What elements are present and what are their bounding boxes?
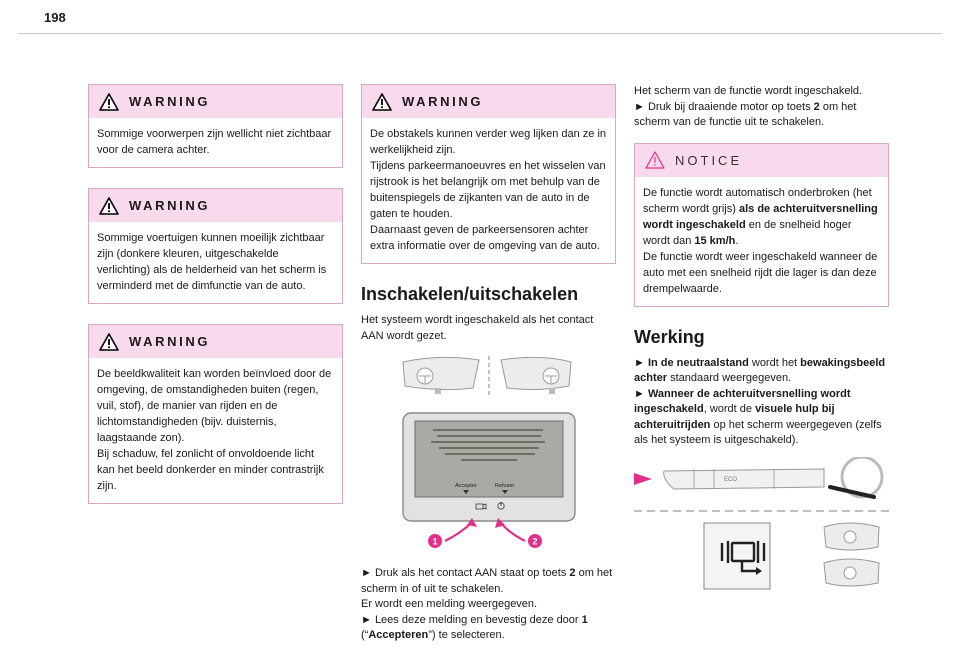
warning-text: Bij schaduw, fel zonlicht of onvoldoende licht kan het beeld donkerder en minder contrastrijk zijn. [97,448,324,492]
svg-text:2: 2 [532,536,538,547]
warning-text: Daarnaast geven de parkeersensoren achter extra informatie over de omgeving van de auto. [370,224,600,252]
column-middle: WARNING De obstakels kunnen verder weg lijken dan ze in werkelijkheid zijn. Tijdens parkeermanoeuvres en het wisselen van rijstrook is het belangrijk om met behulp van de buitenspiegels de zijkanten van de auto in de gaten te houden. Daarnaast geven de parkeersensoren achter extra informatie over de omgeving van de auto. Inschakelen/uitschakelen Het systeem wordt ingeschakeld als het contact AAN wordt gezet. Accepter Refuser 1 2 ► Druk als het contact AAN staat op toets 2 om het scherm in of uit te schakelen. Er wordt een melding weergegeven. ► Lees deze melding en bevestig deze door 1 (“Accepteren”) te selecteren. [361,84,616,652]
warning-icon [372,93,392,111]
intro-text: Het systeem wordt ingeschakeld als het contact AAN wordt gezet. [361,314,594,342]
warning-box [88,84,343,168]
warning-text: De obstakels kunnen verder weg lijken dan ze in werkelijkheid zijn. [370,128,607,156]
warning-text: Tijdens parkeermanoeuvres en het wisselen van rijstrook is het belangrijk om met behulp van de buitenspiegels de zijkanten van de auto in de gaten te houden. [370,160,606,220]
warning-title: WARNING [129,334,211,349]
warning-icon [99,93,119,111]
warning-icon [99,197,119,215]
accept-label: Accepter [455,483,477,489]
notice-icon [645,151,665,169]
svg-text:1: 1 [432,536,438,547]
warning-title: WARNING [129,94,211,109]
warning-icon [99,333,119,351]
notice-box: NOTICE De functie wordt automatisch onderbroken (het scherm wordt grijs) als de achteruitversnelling wordt ingeschakeld en de snelheid hoger wordt dan 15 km/h. De functie wordt weer ingeschakeld wanneer de auto met een snelheid rijdt die lager is dan deze drempelwaarde. [634,143,889,307]
screen-illustration [361,405,616,555]
notice-text: De functie wordt weer ingeschakeld wanneer de auto met een snelheid rijdt die lager is dan deze drempelwaarde. [643,250,878,295]
warning-text: De beeldkwaliteit kan worden beïnvloed door de omgeving, de omstandigheden buiten (regen, vuil, stof), de manier van rijden en de lichtomstandigheden (bijv. duisternis, laagstaande zon). [97,368,332,444]
warning-box [88,324,343,504]
section-title: Werking [634,326,705,347]
warning-box [88,188,343,304]
top-divider [18,33,942,34]
gear-lever-illustration [634,457,889,597]
page-number: 198 [44,10,66,25]
column-right: Het scherm van de functie wordt ingeschakeld. ► Druk bij draaiende motor op toets 2 om het scherm van de functie uit te schakelen. NOTICE De functie wordt automatisch onderbroken (het scherm wordt grijs) als de achteruitversnelling wordt ingeschakeld en de snelheid hoger wordt dan 15 km/h. De functie wordt weer ingeschakeld wanneer de auto met een snelheid rijdt die lager is dan deze drempelwaarde. Werking ► In de neutraalstand wordt het bewakingsbeeld achter standaard weergegeven. ► Wanneer de achteruitversnelling wordt ingeschakeld, wordt de visuele hulp bij achteruitrijden op het scherm weergegeven (zelfs als het systeem is uitgeschakeld). ECO [634,84,889,602]
warning-text: Sommige voertuigen kunnen moeilijk zichtbaar zijn (donkere kleuren, uitgeschakelde verlichting) als de helderheid van het scherm is verminderd met de dimfunctie van de auto. [97,232,327,292]
status-text: Het scherm van de functie wordt ingeschakeld. [634,85,863,97]
step-text: Er wordt een melding weergegeven. [361,598,538,610]
warning-title: WARNING [402,94,484,109]
eco-label: ECO [724,476,738,483]
warning-title: WARNING [129,198,211,213]
column-left [88,84,343,524]
rear-camera-illustration [361,352,616,400]
warning-text: Sommige voorwerpen zijn wellicht niet zichtbaar voor de camera achter. [97,128,332,156]
section-title: Inschakelen/uitschakelen [361,284,579,304]
refuse-label: Refuser [495,483,515,489]
warning-box [361,84,616,264]
notice-title: NOTICE [675,152,743,168]
